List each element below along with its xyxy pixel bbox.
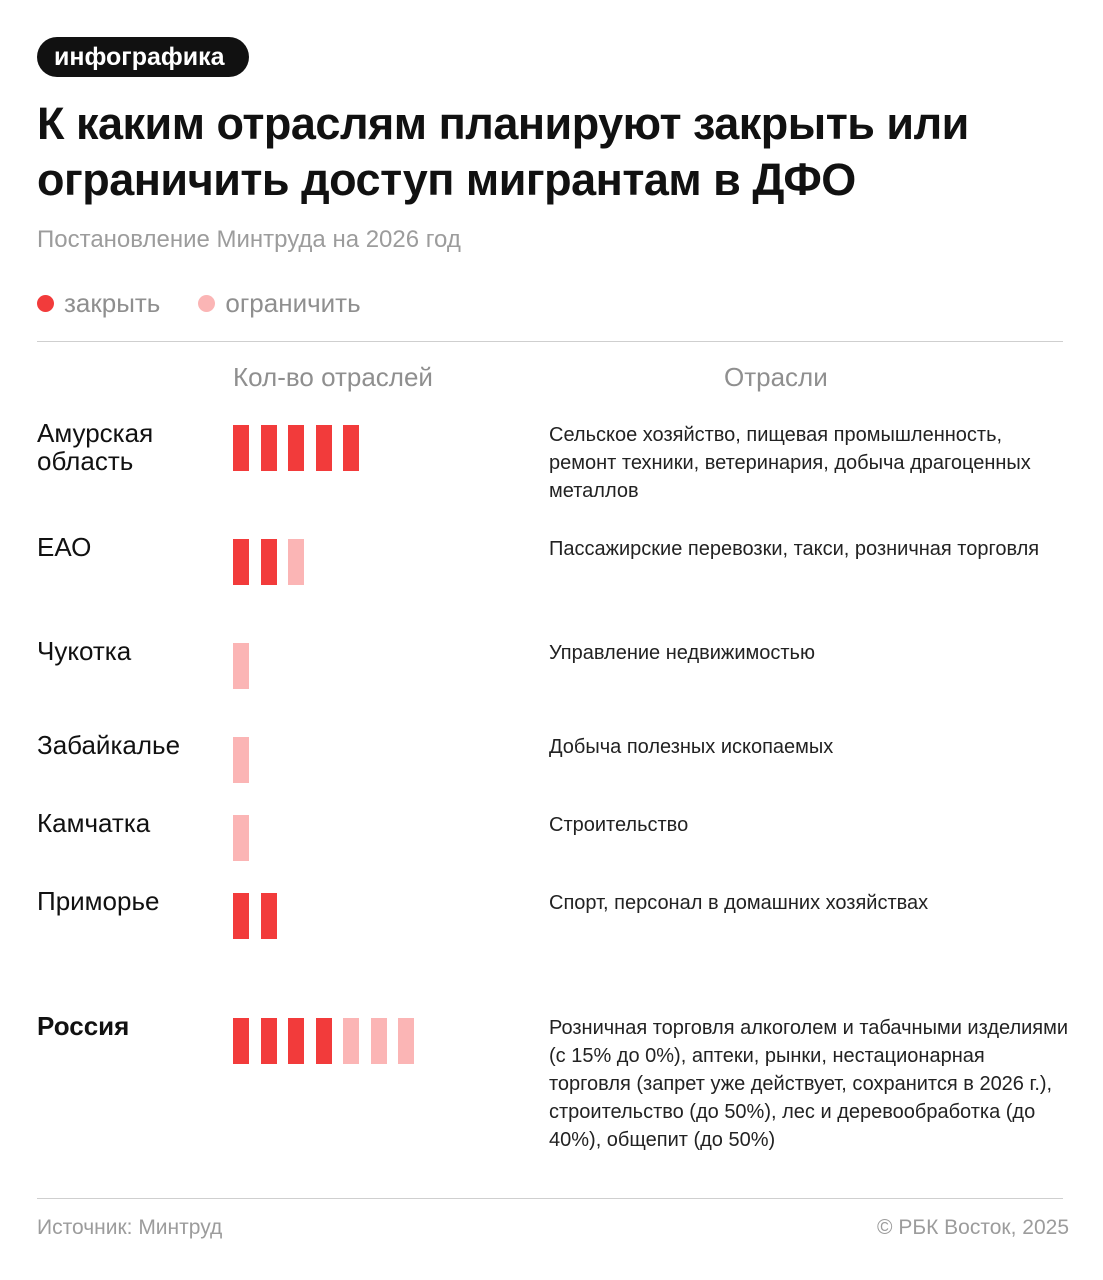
legend-item-close <box>37 288 160 319</box>
bar-close <box>288 425 304 471</box>
bar-close <box>316 425 332 471</box>
bar-close <box>233 539 249 585</box>
legend-label-limit: ограничить <box>225 288 361 318</box>
bar-limit <box>371 1018 387 1064</box>
bar-close <box>233 425 249 471</box>
industries-text: Добыча полезных ископаемых <box>549 736 834 758</box>
bottom-divider <box>37 1198 1063 1199</box>
page-title: К каким отраслям планируют закрыть или ограничить доступ мигрантам в ДФО <box>37 98 969 205</box>
region-label: Забайкалье <box>37 730 181 760</box>
legend-swatch-close <box>37 295 54 312</box>
industries-text: Розничная торговля алкоголем и табачными изделиями (с 15% до 0%), аптеки, рынки, нестационарная торговля (запрет уже действует, сохранится в 2026 г.), строительство (до 50%), лес и деревообработка (до 40%), общепит (до 50%) <box>549 1017 1069 1151</box>
page-subtitle: Постановление Минтруда на 2026 год <box>37 226 461 253</box>
bar-limit <box>233 643 249 689</box>
bar-close <box>316 1018 332 1064</box>
bar-limit <box>343 1018 359 1064</box>
bar-close <box>261 1018 277 1064</box>
top-divider <box>37 341 1063 342</box>
industries-text: Управление недвижимостью <box>549 642 815 664</box>
industries-text: Строительство <box>549 814 689 836</box>
bar-close <box>233 1018 249 1064</box>
region-label: Амурская область <box>37 418 154 476</box>
legend-item-limit <box>198 288 360 319</box>
bar-close <box>261 425 277 471</box>
source-note: Источник: Минтруд <box>37 1216 223 1239</box>
column-header-industries: Отрасли <box>724 362 828 392</box>
industries-text: Сельское хозяйство, пищевая промышленность, ремонт техники, ветеринария, добыча драгоценных металлов <box>549 424 1031 502</box>
copyright-note: © РБК Восток, 2025 <box>877 1216 1069 1239</box>
legend-label-close: закрыть <box>64 288 161 318</box>
bar-close <box>233 893 249 939</box>
industries-text: Спорт, персонал в домашних хозяйствах <box>549 892 929 914</box>
column-header-count: Кол-во отраслей <box>233 362 433 392</box>
bar-close <box>288 1018 304 1064</box>
bar-close <box>261 539 277 585</box>
industries-text: Пассажирские перевозки, такси, розничная торговля <box>549 538 1040 560</box>
region-label: Чукотка <box>37 636 132 666</box>
legend-swatch-limit <box>198 295 215 312</box>
bar-close <box>261 893 277 939</box>
bar-limit <box>233 737 249 783</box>
chart-legend <box>37 288 399 319</box>
region-label: Россия <box>37 1011 130 1041</box>
bar-limit <box>398 1018 414 1064</box>
category-badge: инфографика <box>37 37 249 77</box>
bar-limit <box>233 815 249 861</box>
region-label: Приморье <box>37 886 160 916</box>
bar-close <box>343 425 359 471</box>
region-label: ЕАО <box>37 532 92 562</box>
bar-limit <box>288 539 304 585</box>
region-label: Камчатка <box>37 808 151 838</box>
